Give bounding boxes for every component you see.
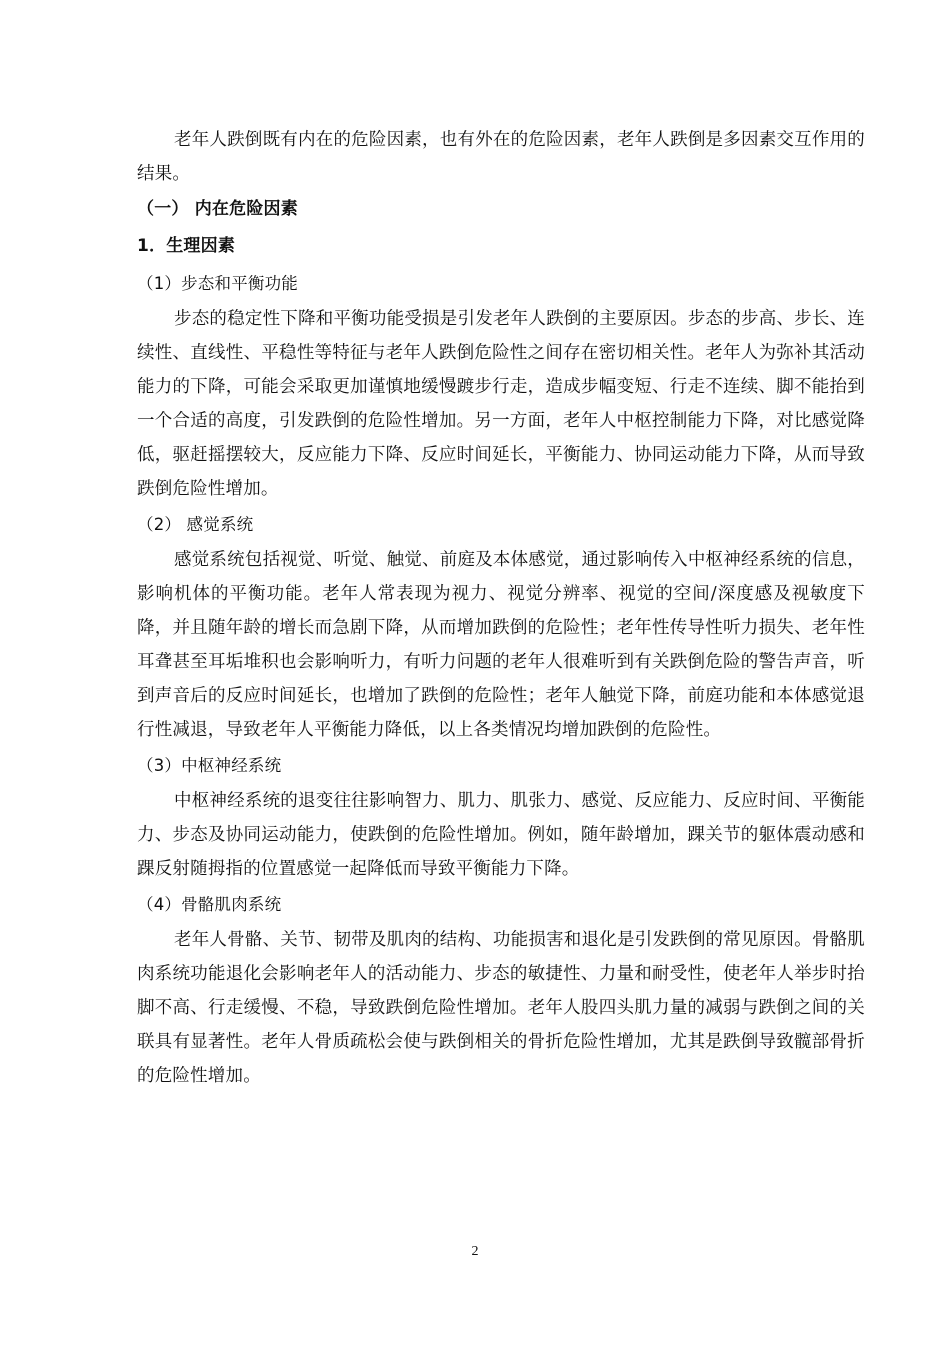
item-heading-musculoskeletal-system: （4）骨骼肌肉系统: [137, 895, 282, 914]
item-heading-gait-balance: （1）步态和平衡功能: [137, 274, 298, 293]
item-heading-central-nervous-system: （3）中枢神经系统: [137, 756, 282, 775]
page-number: 2: [471, 1244, 479, 1259]
item-body-gait-balance: 步态的稳定性下降和平衡功能受损是引发老年人跌倒的主要原因。步态的步高、步长、连续性、直线性、平稳性等特征与老年人跌倒危险性之间存在密切相关性。老年人为弥补其活动能力的下降，可能会采取更加谨慎地缓慢踱步行走，造成步幅变短、行走不连续、脚不能抬到一个合适的高度，引发跌倒的危险性增加。另一方面，老年人中枢控制能力下降，对比感觉降低，驱赶摇摆较大，反应能力下降、反应时间延长，平衡能力、协同运动能力下降，从而导致跌倒危险性增加。: [137, 309, 865, 499]
page-content: [137, 123, 865, 1093]
item-heading-sensory-system: （2） 感觉系统: [137, 515, 254, 534]
section-heading: （一） 内在危险因素: [137, 199, 298, 219]
item-body-sensory-system: 感觉系统包括视觉、听觉、触觉、前庭及本体感觉，通过影响传入中枢神经系统的信息，影响机体的平衡功能。老年人常表现为视力、视觉分辨率、视觉的空间/深度感及视敏度下降，并且随年龄的增长而急剧下降，从而增加跌倒的危险性；老年性传导性听力损失、老年性耳聋甚至耳垢堆积也会影响听力，有听力问题的老年人很难听到有关跌倒危险的警告声音，听到声音后的反应时间延长，也增加了跌倒的危险性；老年人触觉下降，前庭功能和本体感觉退行性减退，导致老年人平衡能力降低，以上各类情况均增加跌倒的危险性。: [137, 550, 865, 740]
item-body-musculoskeletal-system: 老年人骨骼、关节、韧带及肌肉的结构、功能损害和退化是引发跌倒的常见原因。骨骼肌肉系统功能退化会影响老年人的活动能力、步态的敏捷性、力量和耐受性，使老年人举步时抬脚不高、行走缓慢、不稳，导致跌倒危险性增加。老年人股四头肌力量的减弱与跌倒之间的关联具有显著性。老年人骨质疏松会使与跌倒相关的骨折危险性增加，尤其是跌倒导致髋部骨折的危险性增加。: [137, 930, 865, 1086]
intro-paragraph: 老年人跌倒既有内在的危险因素，也有外在的危险因素，老年人跌倒是多因素交互作用的结果。: [137, 130, 865, 184]
item-body-central-nervous-system: 中枢神经系统的退变往往影响智力、肌力、肌张力、感觉、反应能力、反应时间、平衡能力、步态及协同运动能力，使跌倒的危险性增加。例如，随年龄增加，踝关节的躯体震动感和踝反射随拇指的位置感觉一起降低而导致平衡能力下降。: [137, 791, 865, 879]
subsection-heading: 1．生理因素: [137, 236, 236, 256]
